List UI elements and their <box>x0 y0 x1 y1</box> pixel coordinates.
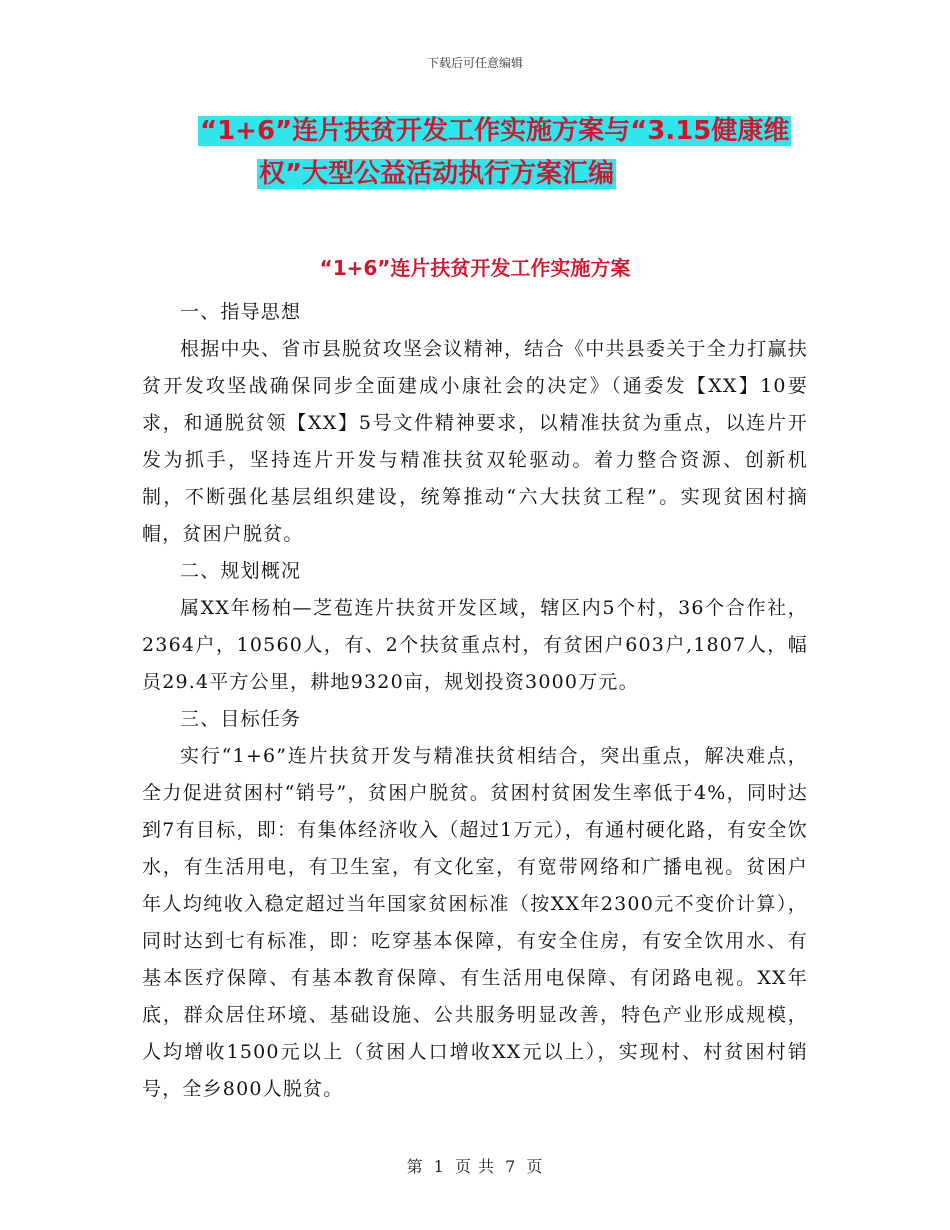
page-header: 下载后可任意编辑 <box>426 56 523 70</box>
page-total: 7 <box>505 1157 517 1176</box>
section-heading-3: 三、目标任务 <box>180 708 302 730</box>
section-heading-2: 二、规划概况 <box>180 560 302 582</box>
document-title <box>198 110 808 196</box>
section-paragraph-2: 属XX年杨柏—芝苞连片扶贫开发区域，辖区内5个村，36个合作社，2364户，10560人，有、2个扶贫重点村，有贫困户603户,1807人，幅员29.4平方公里，耕地9320亩，规划投资3000万元。 <box>142 597 808 693</box>
section-heading-1: 一、指导思想 <box>180 301 302 323</box>
title-line-1: “1+6”连片扶贫开发工作实施方案与“3.15健康维 <box>200 116 790 146</box>
section-paragraph-1: 根据中央、省市县脱贫攻坚会议精神，结合《中共县委关于全力打赢扶贫开发攻坚战确保同步全面建成小康社会的决定》（通委发【XX】10要求，和通脱贫领【XX】5号文件精神要求，以精准扶贫为重点，以连片开发为抓手，坚持连片开发与精准扶贫双轮驱动。着力整合资源、创新机制，不断强化基层组织建设，统筹推动“六大扶贫工程”。实现贫困村摘帽，贫困户脱贫。 <box>142 338 808 545</box>
section-paragraph-3: 实行“1+6”连片扶贫开发与精准扶贫相结合，突出重点，解决难点，全力促进贫困村“销号”，贫困户脱贫。贫困村贫困发生率低于4%，同时达到7有目标，即：有集体经济收入（超过1万元），有通村硬化路，有安全饮水，有生活用电，有卫生室，有文化室，有宽带网络和广播电视。贫困户年人均纯收入稳定超过当年国家贫困标准（按XX年2300元不变价计算），同时达到七有标准，即：吃穿基本保障，有安全住房，有安全饮用水、有基本医疗保障、有基本教育保障、有生活用电保障、有闭路电视。XX年底，群众居住环境、基础设施、公共服务明显改善，特色产业形成规模，人均增收1500元以上（贫困人口增收XX元以上），实现村、村贫困村销号，全乡800人脱贫。 <box>142 745 808 1100</box>
title-line-2: 权”大型公益活动执行方案汇编 <box>259 159 615 189</box>
page-footer: 第 1 页 共 7 页 <box>406 1157 544 1176</box>
section-title: “1+6”连片扶贫开发工作实施方案 <box>319 256 631 280</box>
document-body <box>142 294 808 1108</box>
page-number: 1 <box>433 1157 445 1176</box>
